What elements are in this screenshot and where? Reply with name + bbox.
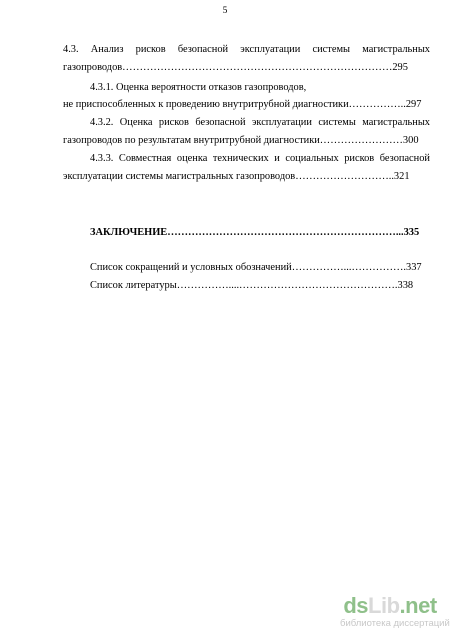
toc-entry-abbreviations: Список сокращений и условных обозначений……………...…………….337 (90, 262, 422, 273)
toc-entry-4-3-title: 4.3. Анализ рисков безопасной эксплуатации системы магистральных (63, 44, 430, 55)
toc-entry-4-3-page: газопроводов……………………………………………………………………295 (63, 62, 408, 73)
toc-entry-4-3-2-title: 4.3.2. Оценка рисков безопасной эксплуатации системы магистральных (90, 117, 430, 128)
toc-entry-4-3-3-title: 4.3.3. Совместная оценка технических и социальных рисков безопасной (90, 153, 430, 164)
dslib-watermark (340, 593, 450, 629)
toc-entry-conclusion: ЗАКЛЮЧЕНИЕ…………………………………………………………...335 (90, 227, 420, 238)
toc-entry-4-3-2-page: газопроводов по результатам внутритрубной диагностики……………………300 (63, 135, 419, 146)
dslib-subtitle: библиотека диссертаций (340, 618, 450, 629)
toc-entry-4-3-1-title: 4.3.1. Оценка вероятности отказов газопроводов, (90, 82, 307, 93)
toc-entry-references: Список литературы……………....……………………………………….338 (90, 280, 414, 291)
toc-entry-4-3-1-page: не приспособленных к проведению внутритрубной диагностики……………..297 (63, 99, 422, 110)
toc-entry-4-3-3-page: эксплуатации системы магистральных газопроводов………………………..321 (63, 171, 410, 182)
dslib-logo: dsLib.net (343, 593, 437, 618)
page-number: 5 (222, 6, 228, 16)
